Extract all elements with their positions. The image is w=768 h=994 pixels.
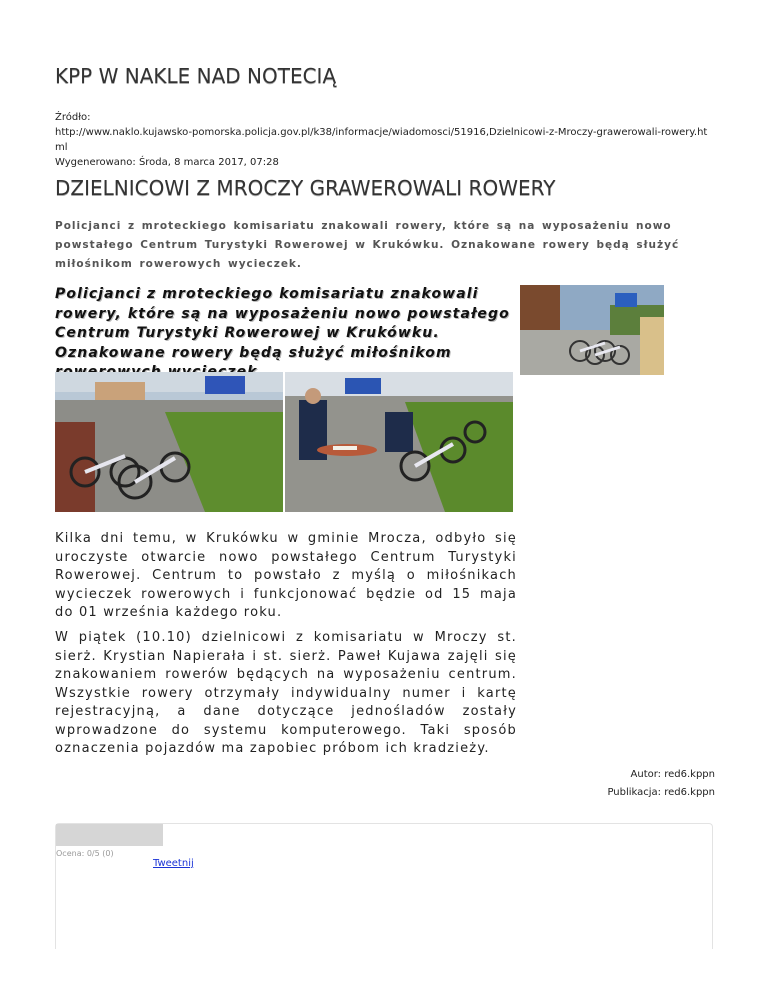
author: Autor: red6.kppn bbox=[630, 769, 715, 780]
source-label: Źródło: bbox=[55, 112, 91, 123]
photo-bikes-lawn[interactable] bbox=[55, 372, 283, 512]
tweet-link[interactable]: Tweetnij bbox=[153, 858, 194, 869]
photo-officers-engraving[interactable] bbox=[285, 372, 513, 512]
meta-block bbox=[55, 110, 715, 170]
generated-date: Wygenerowano: Środa, 8 marca 2017, 07:28 bbox=[55, 157, 279, 168]
article-paragraph: W piątek (10.10) dzielnicowi z komisariatu w Mroczy st. sierż. Krystian Napierała i st. sierż. Paweł Kujawa zajęli się znakowaniem rowerów będących na wyposażeniu centrum. Wszystkie rowery otrzymały indywidualny numer i kartę rejestracyjną, a dane dotyczące jednośladów zostały wprowadzone do systemu komputerowego. Taki sposób oznaczenia pojazdów ma zapobiec próbom ich kradzieży. bbox=[55, 630, 517, 756]
rating-label: Ocena: 0/5 (0) bbox=[56, 849, 114, 858]
photo-bikes-building[interactable] bbox=[520, 285, 664, 375]
article-paragraph: Kilka dni temu, w Krukówku w gminie Mrocza, odbyło się uroczyste otwarcie nowo powstałego Centrum Turystyki Rowerowej. Centrum to powstało z myślą o miłośnikach wycieczek rowerowych i funkcjonować będzie od 15 maja do 01 września każdego roku. bbox=[55, 531, 517, 620]
rating-panel bbox=[55, 823, 713, 949]
site-title: KPP W NAKLE NAD NOTECIĄ bbox=[55, 64, 337, 88]
source-url: http://www.naklo.kujawsko-pomorska.policja.gov.pl/k38/informacje/wiadomosci/51916,Dzielnicowi-z-Mroczy-grawerowali-rowery.html bbox=[55, 127, 708, 153]
rating-stars[interactable] bbox=[56, 824, 163, 846]
article-lead-emphasized: Policjanci z mroteckiego komisariatu znakowali rowery, które są na wyposażeniu nowo powstałego Centrum Turystyki Rowerowej w Krukówku. Oznakowane rowery będą służyć miłośnikom bbox=[55, 286, 510, 361]
article-title: DZIELNICOWI Z MROCZY GRAWEROWALI ROWERY bbox=[55, 176, 556, 200]
publication: Publikacja: red6.kppn bbox=[607, 787, 715, 798]
article-lead: Policjanci z mroteckiego komisariatu znakowali rowery, które są na wyposażeniu nowo powstałego Centrum Turystyki Rowerowej w Krukówku. Oznakowane rowery będą służyć miłośnikom rowerowych wycieczek. bbox=[55, 220, 680, 270]
